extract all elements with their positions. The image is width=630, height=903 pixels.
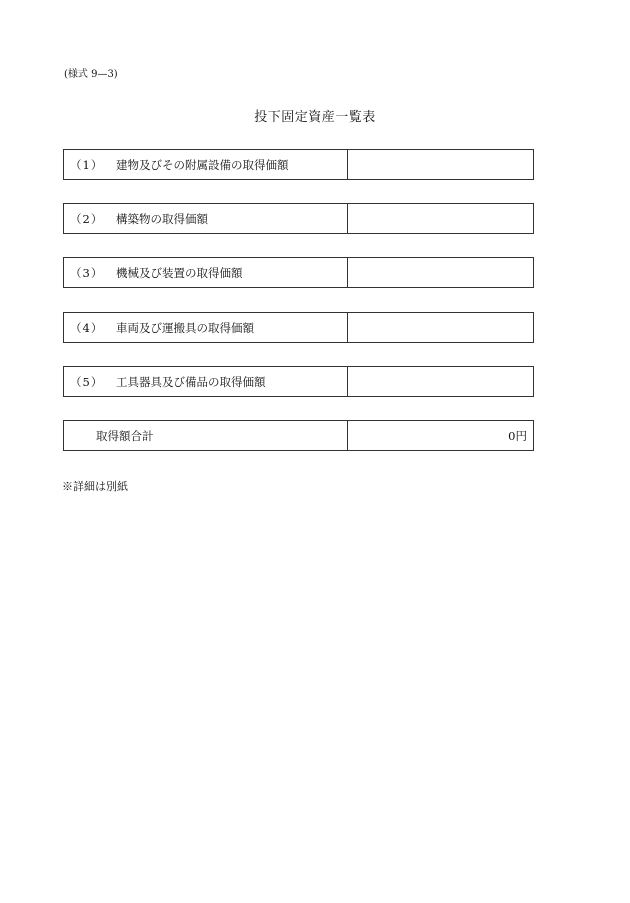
form-number: (様式 9—3) <box>64 69 118 80</box>
value-field[interactable] <box>348 150 533 179</box>
label-cell <box>64 258 348 287</box>
row-label: 建物及びその附属設備の取得価額 <box>116 157 289 172</box>
note: ※詳細は別紙 <box>62 480 128 493</box>
total-label: 取得額合計 <box>96 428 154 443</box>
row-label: 車両及び運搬具の取得価額 <box>116 320 254 335</box>
label-cell <box>64 204 348 233</box>
value-field[interactable] <box>348 258 533 287</box>
page-title: 投下固定資産一覧表 <box>254 110 376 125</box>
row-label: 構築物の取得価額 <box>116 211 208 226</box>
label-cell <box>64 150 348 179</box>
label-cell <box>64 313 348 342</box>
row-number: （5） <box>70 374 104 389</box>
row-number: （3） <box>70 265 104 280</box>
value-field[interactable] <box>348 313 533 342</box>
row-number: （4） <box>70 320 104 335</box>
total-value: 0円 <box>508 428 527 443</box>
asset-row-structures <box>63 203 534 234</box>
value-field[interactable] <box>348 204 533 233</box>
total-row <box>63 420 534 451</box>
asset-row-vehicles <box>63 312 534 343</box>
label-cell <box>64 421 348 450</box>
row-number: （1） <box>70 157 104 172</box>
value-field[interactable] <box>348 367 533 396</box>
row-number: （2） <box>70 211 104 226</box>
row-label: 機械及び装置の取得価額 <box>116 265 243 280</box>
asset-row-tools <box>63 366 534 397</box>
asset-row-machinery <box>63 257 534 288</box>
label-cell <box>64 367 348 396</box>
asset-row-buildings <box>63 149 534 180</box>
row-label: 工具器具及び備品の取得価額 <box>116 374 266 389</box>
